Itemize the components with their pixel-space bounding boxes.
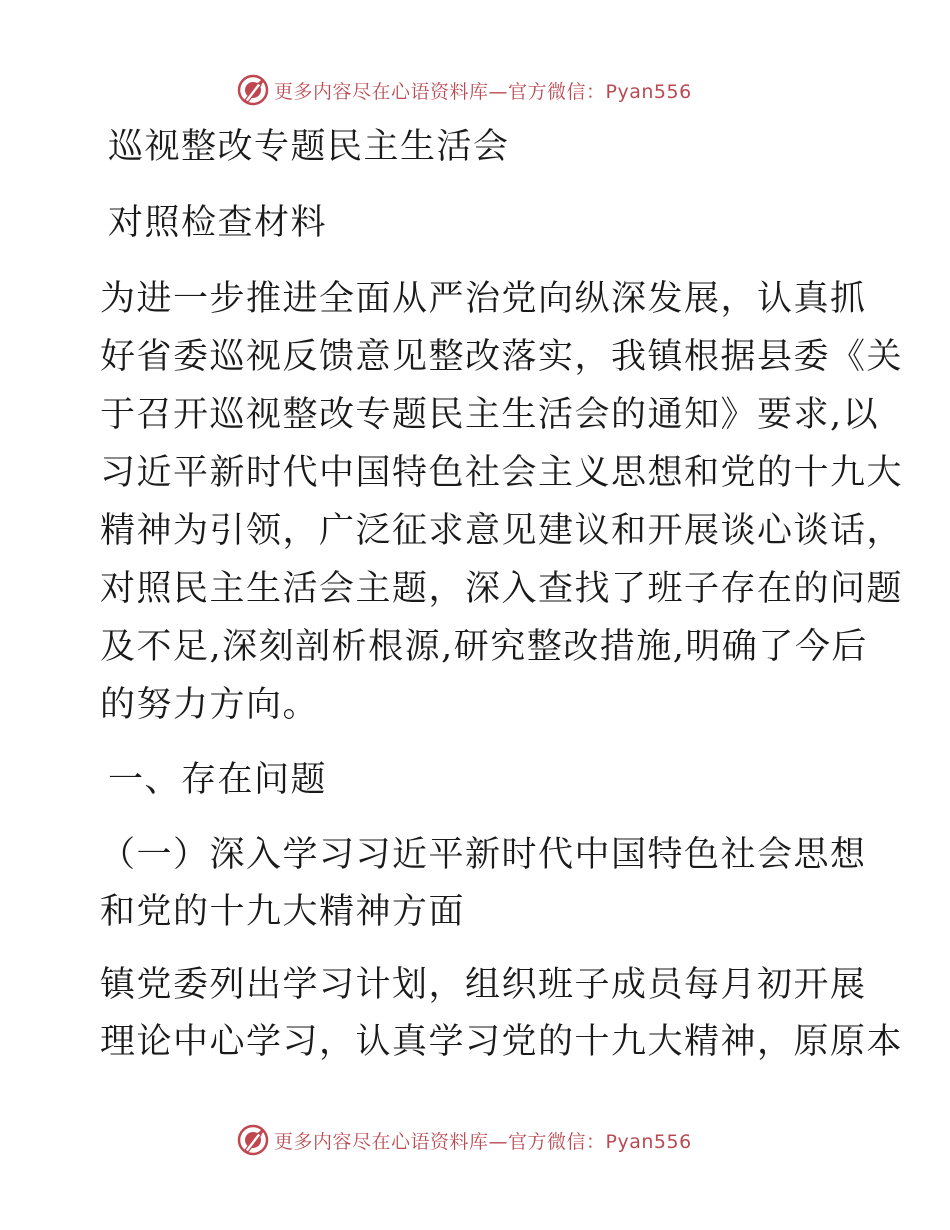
paragraph-line: 为进一步推进全面从严治党向纵深发展，认真抓 [100,279,867,319]
paragraph-line: 对照民主生活会主题，深入查找了班子存在的问题 [100,569,904,609]
paragraph-line: 镇党委列出学习计划，组织班子成员每月初开展 [100,965,867,1005]
paragraph-line: 习近平新时代中国特色社会主义思想和党的十九大 [100,453,904,493]
document-title: 巡视整改专题民主生活会 [108,127,510,167]
pen-seal-icon [236,73,270,107]
footer-watermark [236,1123,692,1157]
pen-seal-icon [236,1123,270,1157]
subsection-heading-line: （一）深入学习习近平新时代中国特色社会思想 [100,835,867,875]
section-heading: 一、存在问题 [108,760,328,800]
watermark-text: 更多内容尽在心语资料库—官方微信：Pyan556 [274,80,692,103]
intro-paragraph [100,279,904,743]
paragraph-line: 的努力方向。 [100,685,320,725]
paragraph-line: 于召开巡视整改专题民主生活会的通知》要求,以 [100,395,880,435]
paragraph-line: 理论中心学习，认真学习党的十九大精神，原原本 [100,1022,904,1062]
subsection-heading [100,835,867,949]
header-watermark [236,73,692,107]
body-paragraph [100,965,904,1079]
subsection-heading-line: 和党的十九大精神方面 [100,892,466,932]
document-subtitle: 对照检查材料 [108,203,328,243]
watermark-text: 更多内容尽在心语资料库—官方微信：Pyan556 [274,1130,692,1153]
paragraph-line: 及不足,深刻剖析根源,研究整改措施,明确了今后 [100,627,868,667]
paragraph-line: 好省委巡视反馈意见整改落实，我镇根据县委《关 [100,337,904,377]
paragraph-line: 精神为引领，广泛征求意见建议和开展谈心谈话， [100,511,904,551]
